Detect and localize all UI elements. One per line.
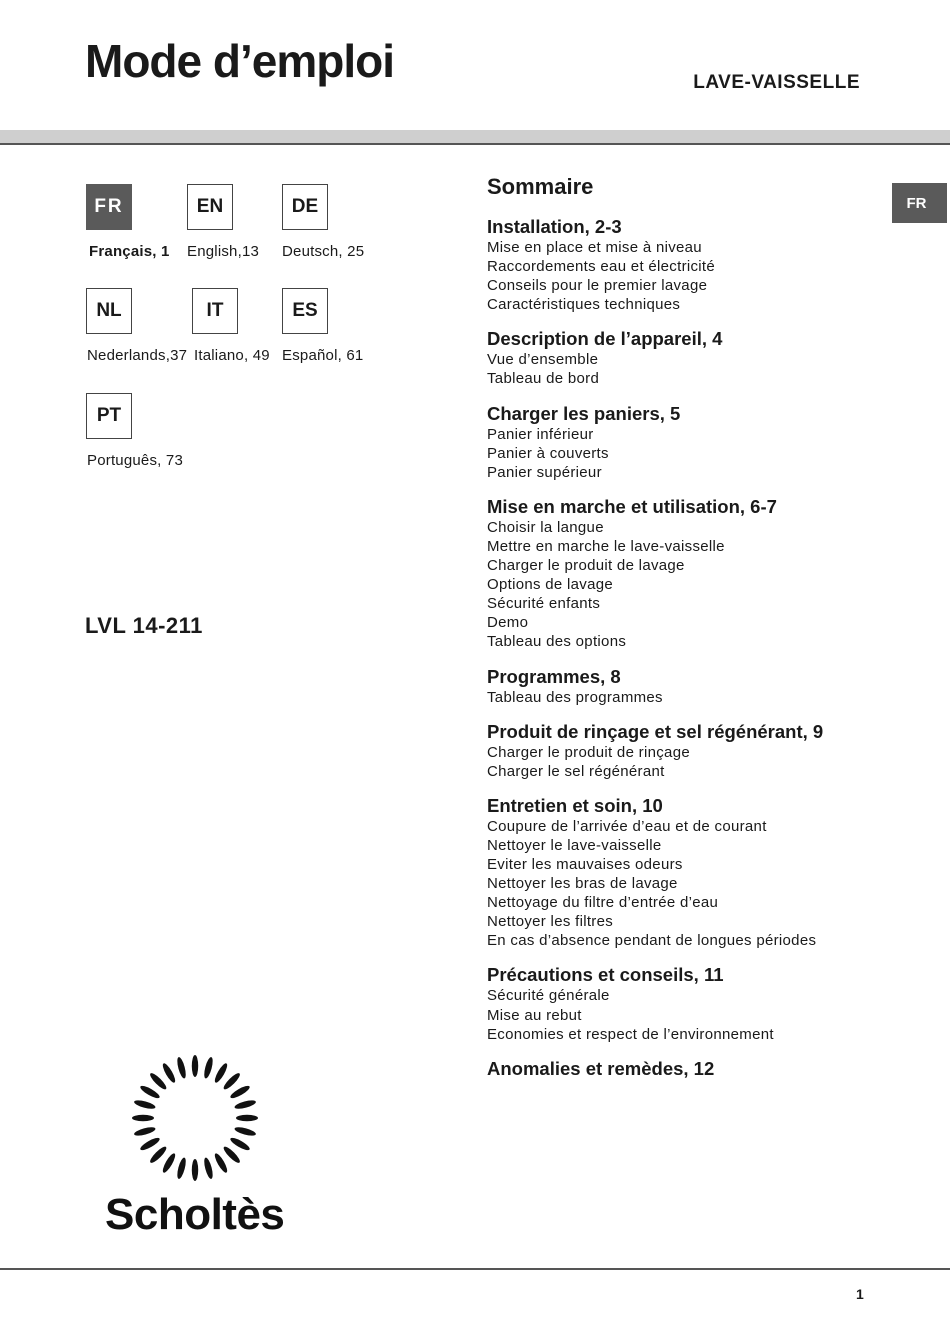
- toc-section: [487, 1057, 887, 1080]
- toc-item[interactable]: Options de lavage: [487, 576, 614, 594]
- language-side-tab: FR: [892, 183, 947, 223]
- sun-ray: [222, 1145, 242, 1165]
- lang-code: NL: [96, 300, 122, 321]
- toc-item[interactable]: Sécurité enfants: [487, 595, 601, 613]
- lang-label-nl[interactable]: Nederlands,37: [87, 347, 188, 364]
- toc-section: [487, 495, 887, 652]
- toc-item[interactable]: Charger le sel régénérant: [487, 762, 665, 780]
- lang-box-de[interactable]: [282, 184, 328, 230]
- lang-label-es[interactable]: Español, 61: [282, 347, 364, 364]
- lang-box-es[interactable]: [282, 288, 328, 334]
- sun-ray: [213, 1062, 230, 1084]
- lang-label-pt[interactable]: Português, 73: [87, 452, 183, 469]
- toc-section: [487, 665, 887, 707]
- toc-item[interactable]: Tableau des programmes: [487, 688, 663, 706]
- header-bar: [0, 130, 950, 143]
- toc-item[interactable]: Mise en place et mise à niveau: [487, 239, 702, 256]
- toc-item[interactable]: Tableau des options: [487, 633, 627, 651]
- toc-item[interactable]: Caractéristiques techniques: [487, 296, 681, 314]
- sun-ray: [176, 1157, 188, 1180]
- toc-item[interactable]: Raccordements eau et électricité: [487, 258, 716, 276]
- lang-code: PT: [96, 405, 122, 426]
- toc-item[interactable]: En cas d’absence pendant de longues périodes: [487, 932, 817, 950]
- toc-section: [487, 402, 887, 482]
- toc-item[interactable]: Tableau de bord: [487, 370, 600, 388]
- toc-item[interactable]: Nettoyer le lave-vaisselle: [487, 836, 662, 854]
- toc-section: [487, 215, 887, 314]
- toc-item[interactable]: Vue d’ensemble: [487, 351, 599, 369]
- sun-ray: [161, 1152, 178, 1174]
- sun-ray: [133, 1126, 156, 1138]
- toc-item[interactable]: Sécurité générale: [487, 987, 610, 1005]
- sun-ray: [222, 1071, 242, 1091]
- lang-label-en[interactable]: English,13: [187, 243, 260, 260]
- sun-ray: [213, 1152, 230, 1174]
- toc-section: [487, 963, 887, 1043]
- lang-code: ES: [292, 300, 318, 321]
- toc-item[interactable]: Panier supérieur: [487, 463, 602, 481]
- sun-ray: [203, 1157, 215, 1180]
- lang-code: EN: [196, 196, 224, 217]
- table-of-contents: [487, 174, 887, 1093]
- lang-box-nl[interactable]: [86, 288, 132, 334]
- toc-item[interactable]: Panier à couverts: [487, 444, 609, 462]
- toc-item[interactable]: Demo: [487, 614, 529, 632]
- sun-ray: [132, 1115, 154, 1121]
- toc-section-title[interactable]: Entretien et soin, 10: [487, 794, 663, 816]
- page-number: 1: [856, 1286, 864, 1302]
- sun-ray: [176, 1056, 188, 1079]
- toc-item[interactable]: Nettoyer les filtres: [487, 913, 614, 931]
- sun-ray: [148, 1071, 168, 1091]
- toc-section: [487, 794, 887, 951]
- toc-section-title[interactable]: Installation, 2-3: [487, 216, 622, 237]
- sun-ray: [229, 1084, 251, 1101]
- sun-ray: [203, 1056, 215, 1079]
- sun-logo-icon: [127, 1050, 263, 1186]
- sun-ray: [229, 1136, 251, 1153]
- lang-code: FR: [94, 196, 124, 217]
- toc-section-title[interactable]: Programmes, 8: [487, 665, 621, 687]
- lang-label-it[interactable]: Italiano, 49: [194, 347, 270, 364]
- lang-code: IT: [206, 300, 224, 321]
- product-type: LAVE-VAISSELLE: [693, 72, 860, 93]
- lang-code: DE: [291, 196, 319, 217]
- lang-box-fr[interactable]: [86, 184, 132, 230]
- toc-section-title[interactable]: Description de l’appareil, 4: [487, 328, 723, 350]
- toc-item[interactable]: Eviter les mauvaises odeurs: [487, 855, 683, 873]
- sun-ray: [236, 1115, 258, 1121]
- brand-logo: Scholtès: [105, 1190, 285, 1239]
- sun-ray: [161, 1062, 178, 1084]
- toc-item[interactable]: Conseils pour le premier lavage: [487, 277, 708, 295]
- toc-section-title[interactable]: Anomalies et remèdes, 12: [487, 1057, 715, 1079]
- lang-label-fr[interactable]: Français, 1: [89, 243, 170, 260]
- toc-item[interactable]: Nettoyer les bras de lavage: [487, 875, 678, 893]
- toc-section-title[interactable]: Produit de rinçage et sel régénérant, 9: [487, 720, 824, 742]
- toc-item[interactable]: Charger le produit de lavage: [487, 557, 685, 575]
- page-title: Mode d’emploi: [85, 35, 394, 87]
- toc-item[interactable]: Coupure de l’arrivée d’eau et de courant: [487, 817, 767, 835]
- header-divider: [0, 143, 950, 145]
- model-number: LVL 14-211: [85, 613, 203, 638]
- toc-section-title[interactable]: Charger les paniers, 5: [487, 402, 681, 424]
- sun-ray: [192, 1055, 198, 1077]
- toc-section: [487, 720, 887, 781]
- lang-box-it[interactable]: [192, 288, 238, 334]
- toc-item[interactable]: Charger le produit de rinçage: [487, 743, 690, 761]
- toc-item[interactable]: Choisir la langue: [487, 518, 604, 536]
- toc-section-title[interactable]: Mise en marche et utilisation, 6-7: [487, 495, 777, 517]
- lang-box-en[interactable]: [187, 184, 233, 230]
- sun-ray: [234, 1099, 257, 1111]
- toc-title: Sommaire: [487, 174, 594, 199]
- sun-ray: [234, 1126, 257, 1138]
- sun-ray: [192, 1159, 198, 1181]
- toc-item[interactable]: Nettoyage du filtre d’entrée d’eau: [487, 894, 719, 912]
- toc-sections: [487, 215, 887, 1080]
- sun-ray: [133, 1099, 156, 1111]
- toc-item[interactable]: Mettre en marche le lave-vaisselle: [487, 537, 725, 555]
- sun-ray: [148, 1145, 168, 1165]
- sun-ray: [139, 1084, 161, 1101]
- toc-item[interactable]: Mise au rebut: [487, 1006, 582, 1024]
- toc-section: [487, 327, 887, 388]
- toc-item[interactable]: Economies et respect de l’environnement: [487, 1025, 774, 1043]
- toc-section-title[interactable]: Précautions et conseils, 11: [487, 964, 724, 986]
- lang-box-pt[interactable]: [86, 393, 132, 439]
- footer-divider: [0, 1268, 950, 1270]
- lang-label-de[interactable]: Deutsch, 25: [282, 243, 365, 260]
- toc-item[interactable]: Panier inférieur: [487, 425, 594, 443]
- sun-ray: [139, 1136, 161, 1153]
